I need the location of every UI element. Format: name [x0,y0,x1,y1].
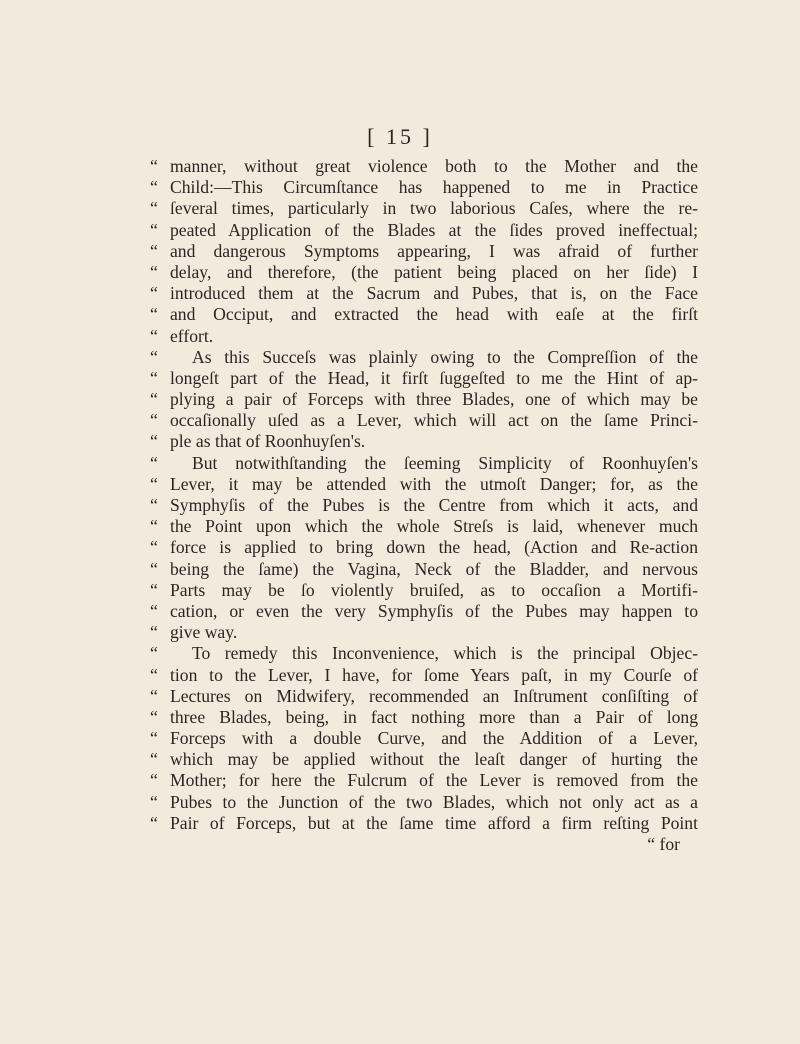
line-text: Mother; for here the Fulcrum of the Lever is removed from the [170,770,698,791]
quote-mark: “ [150,791,158,812]
line-text: and Occiput, and extracted the head with eaſe at the firſt [170,304,698,325]
quote-mark: “ [150,389,158,410]
line-text: effort. [170,325,214,346]
line-text: and dangerous Symptoms appearing, I was afraid of further [170,240,698,261]
quote-mark: “ [150,198,158,219]
quote-mark: “ [150,537,158,558]
quote-mark: “ [150,516,158,537]
text-line [150,347,698,368]
text-line [150,813,698,834]
text-line [150,516,698,537]
line-text: being the ſame) the Vagina, Neck of the Bladder, and nervous [170,558,698,579]
text-line [150,622,698,643]
text-line [150,770,698,791]
text-line [150,220,698,241]
line-text: three Blades, being, in fact nothing more than a Pair of long [170,706,698,727]
text-line [150,241,698,262]
text-line [150,686,698,707]
text-line [150,410,698,431]
text-line [150,368,698,389]
text-line [150,431,698,452]
quote-mark: “ [150,177,158,198]
text-line [150,262,698,283]
page-number: [ 15 ] [367,124,433,149]
line-text: occaſionally uſed as a Lever, which will act on the ſame Princi- [170,410,698,431]
quote-mark: “ [150,156,158,176]
line-text: Forceps with a double Curve, and the Addition of a Lever, [170,728,698,749]
quote-mark: “ [150,770,158,791]
line-text: Symphyſis of the Pubes is the Centre from which it acts, and [170,495,698,515]
quote-mark: “ [150,431,158,452]
quote-mark: “ [150,600,158,621]
quote-mark: “ [150,452,158,473]
quote-mark: “ [150,261,158,282]
text-body [150,156,698,855]
quote-mark: “ [150,325,158,346]
quote-mark: “ [150,622,158,643]
line-text: tion to the Lever, I have, for ſome Years paſt, in my Courſe of [170,664,698,685]
line-text: To remedy this Inconvenience, which is the principal Objec- [192,643,698,664]
text-line [150,537,698,558]
text-line [150,559,698,580]
text-line [150,495,698,516]
catchword: “ for [647,834,680,854]
text-line [150,643,698,664]
quote-mark: “ [150,219,158,240]
quote-mark: “ [150,749,158,770]
text-line [150,792,698,813]
quote-mark: “ [150,643,158,664]
quote-mark: “ [150,579,158,600]
quote-mark: “ [150,410,158,431]
quote-mark: “ [150,685,158,706]
line-text: Pubes to the Junction of the two Blades, which not only act as a [170,791,698,812]
quote-mark: “ [150,473,158,494]
line-text: give way. [170,622,238,643]
text-line [150,177,698,198]
text-line [150,474,698,495]
line-text: which may be applied without the leaſt danger of hurting the [170,749,698,770]
line-text: peated Application of the Blades at the ſides proved ineffectual; [170,219,698,240]
quote-mark: “ [150,367,158,388]
quote-mark: “ [150,558,158,579]
line-text: As this Succeſs was plainly owing to the Compreſſion of the [192,346,698,367]
text-line [150,665,698,686]
quote-mark: “ [150,728,158,749]
line-text: plying a pair of Forceps with three Blades, one of which may be [170,389,698,410]
text-line [150,728,698,749]
quote-mark: “ [150,346,158,367]
quote-mark: “ [150,706,158,727]
line-text: ple as that of Roonhuyſen's. [170,431,366,452]
line-text: introduced them at the Sacrum and Pubes, that is, on the Face [170,283,698,304]
text-line [150,601,698,622]
line-text: manner, without great violence both to the Mother and the [170,156,698,176]
text-line [150,198,698,219]
text-line [150,304,698,325]
quote-mark: “ [150,664,158,685]
line-text: longeſt part of the Head, it firſt ſuggeſted to me the Hint of ap- [170,367,698,388]
line-text: Parts may be ſo violently bruiſed, as to occaſion a Mortifi- [170,579,698,600]
quote-mark: “ [150,812,158,833]
line-text: Lever, it may be attended with the utmoſt Danger; for, as the [170,473,698,494]
line-text: ſeveral times, particularly in two laborious Caſes, where the re- [170,198,698,219]
line-text: Pair of Forceps, but at the ſame time afford a firm reſting Point [170,812,698,833]
text-line [150,326,698,347]
line-text: Child:—This Circumſtance has happened to me in Practice [170,177,698,198]
line-text: Lectures on Midwifery, recommended an Inſtrument conſiſting of [170,685,698,706]
text-line [150,156,698,177]
line-text: delay, and therefore, (the patient being placed on her ſide) I [170,261,698,282]
text-line [150,453,698,474]
line-text: cation, or even the very Symphyſis of the Pubes may happen to [170,600,698,621]
quote-mark: “ [150,283,158,304]
text-line [150,707,698,728]
quote-mark: “ [150,304,158,325]
text-line [150,580,698,601]
quote-mark: “ [150,495,158,515]
text-line [150,749,698,770]
line-text: force is applied to bring down the head, (Action and Re-action [170,537,698,558]
line-text: the Point upon which the whole Streſs is laid, whenever much [170,516,698,537]
text-line [150,389,698,410]
line-text: But notwithſtanding the ſeeming Simplicity of Roonhuyſen's [192,452,698,473]
text-line [150,283,698,304]
quote-mark: “ [150,240,158,261]
